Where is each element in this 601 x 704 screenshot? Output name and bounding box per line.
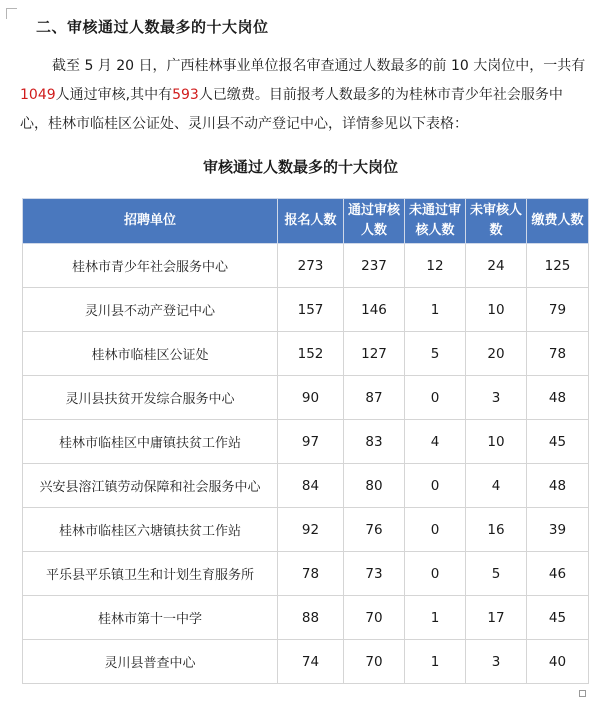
table-row [23, 640, 589, 684]
cell-unit: 桂林市青少年社会服务中心 [23, 244, 278, 288]
table-title: 审核通过人数最多的十大岗位 [202, 158, 398, 176]
paid-count-highlight: 593 [172, 87, 199, 103]
cell-passed: 237 [344, 244, 405, 288]
page-corner-mark [6, 8, 17, 19]
cell-failed: 0 [405, 508, 466, 552]
cell-failed: 5 [405, 332, 466, 376]
cell-unit: 桂林市临桂区公证处 [23, 332, 278, 376]
cell-applicants: 90 [278, 376, 344, 420]
paragraph-end-mark [579, 690, 586, 697]
cell-unit: 桂林市临桂区中庸镇扶贫工作站 [23, 420, 278, 464]
cell-paid: 39 [527, 508, 589, 552]
cell-passed: 87 [344, 376, 405, 420]
cell-passed: 83 [344, 420, 405, 464]
cell-unit: 桂林市第十一中学 [23, 596, 278, 640]
intro-text-3: 人已缴费。目前报考人数最多的为桂林市青少年社会服务中心，桂林市临桂区公证处、灵川县不动产登记中心，详情参见以下表格： [20, 87, 563, 132]
cell-paid: 79 [527, 288, 589, 332]
cell-unit: 桂林市临桂区六塘镇扶贫工作站 [23, 508, 278, 552]
cell-failed: 0 [405, 552, 466, 596]
cell-applicants: 88 [278, 596, 344, 640]
cell-paid: 45 [527, 420, 589, 464]
cell-pending: 17 [466, 596, 527, 640]
cell-unit: 平乐县平乐镇卫生和计划生育服务所 [23, 552, 278, 596]
cell-failed: 4 [405, 420, 466, 464]
cell-failed: 12 [405, 244, 466, 288]
intro-text-1: 截至 5 月 20 日，广西桂林事业单位报名审查通过人数最多的前 10 大岗位中，一共有 [52, 58, 586, 74]
cell-paid: 40 [527, 640, 589, 684]
cell-applicants: 152 [278, 332, 344, 376]
section-heading: 二、审核通过人数最多的十大岗位 [36, 18, 269, 36]
cell-passed: 127 [344, 332, 405, 376]
cell-applicants: 78 [278, 552, 344, 596]
table-row [23, 552, 589, 596]
cell-unit: 灵川县不动产登记中心 [23, 288, 278, 332]
cell-passed: 70 [344, 596, 405, 640]
cell-applicants: 74 [278, 640, 344, 684]
cell-pending: 20 [466, 332, 527, 376]
cell-paid: 48 [527, 464, 589, 508]
cell-pending: 10 [466, 288, 527, 332]
cell-applicants: 97 [278, 420, 344, 464]
intro-text-2: 人通过审核,其中有 [55, 87, 173, 103]
table-row [23, 420, 589, 464]
cell-unit: 灵川县扶贫开发综合服务中心 [23, 376, 278, 420]
table-row [23, 376, 589, 420]
cell-pending: 3 [466, 376, 527, 420]
cell-failed: 1 [405, 596, 466, 640]
cell-applicants: 157 [278, 288, 344, 332]
header-unit: 招聘单位 [23, 199, 278, 244]
cell-unit: 兴安县溶江镇劳动保障和社会服务中心 [23, 464, 278, 508]
cell-passed: 70 [344, 640, 405, 684]
cell-failed: 0 [405, 464, 466, 508]
top-ten-positions-table [22, 198, 589, 684]
table-row [23, 244, 589, 288]
cell-paid: 45 [527, 596, 589, 640]
cell-passed: 73 [344, 552, 405, 596]
cell-pending: 5 [466, 552, 527, 596]
cell-applicants: 273 [278, 244, 344, 288]
cell-pending: 4 [466, 464, 527, 508]
cell-passed: 80 [344, 464, 405, 508]
header-failed: 未通过审核人数 [405, 199, 466, 244]
intro-paragraph [20, 52, 586, 139]
cell-pending: 3 [466, 640, 527, 684]
table-row [23, 332, 589, 376]
cell-paid: 78 [527, 332, 589, 376]
header-applicants: 报名人数 [278, 199, 344, 244]
cell-paid: 48 [527, 376, 589, 420]
table-row [23, 464, 589, 508]
cell-pending: 24 [466, 244, 527, 288]
cell-paid: 46 [527, 552, 589, 596]
cell-applicants: 84 [278, 464, 344, 508]
cell-passed: 76 [344, 508, 405, 552]
cell-applicants: 92 [278, 508, 344, 552]
header-paid: 缴费人数 [527, 199, 589, 244]
header-passed: 通过审核人数 [344, 199, 405, 244]
cell-pending: 16 [466, 508, 527, 552]
cell-failed: 1 [405, 640, 466, 684]
table-row [23, 508, 589, 552]
cell-paid: 125 [527, 244, 589, 288]
cell-unit: 灵川县普查中心 [23, 640, 278, 684]
passed-count-highlight: 1049 [20, 87, 56, 103]
table-row [23, 596, 589, 640]
header-pending: 未审核人数 [466, 199, 527, 244]
table-row [23, 288, 589, 332]
cell-failed: 0 [405, 376, 466, 420]
cell-pending: 10 [466, 420, 527, 464]
table-header-row [23, 199, 589, 244]
cell-failed: 1 [405, 288, 466, 332]
cell-passed: 146 [344, 288, 405, 332]
